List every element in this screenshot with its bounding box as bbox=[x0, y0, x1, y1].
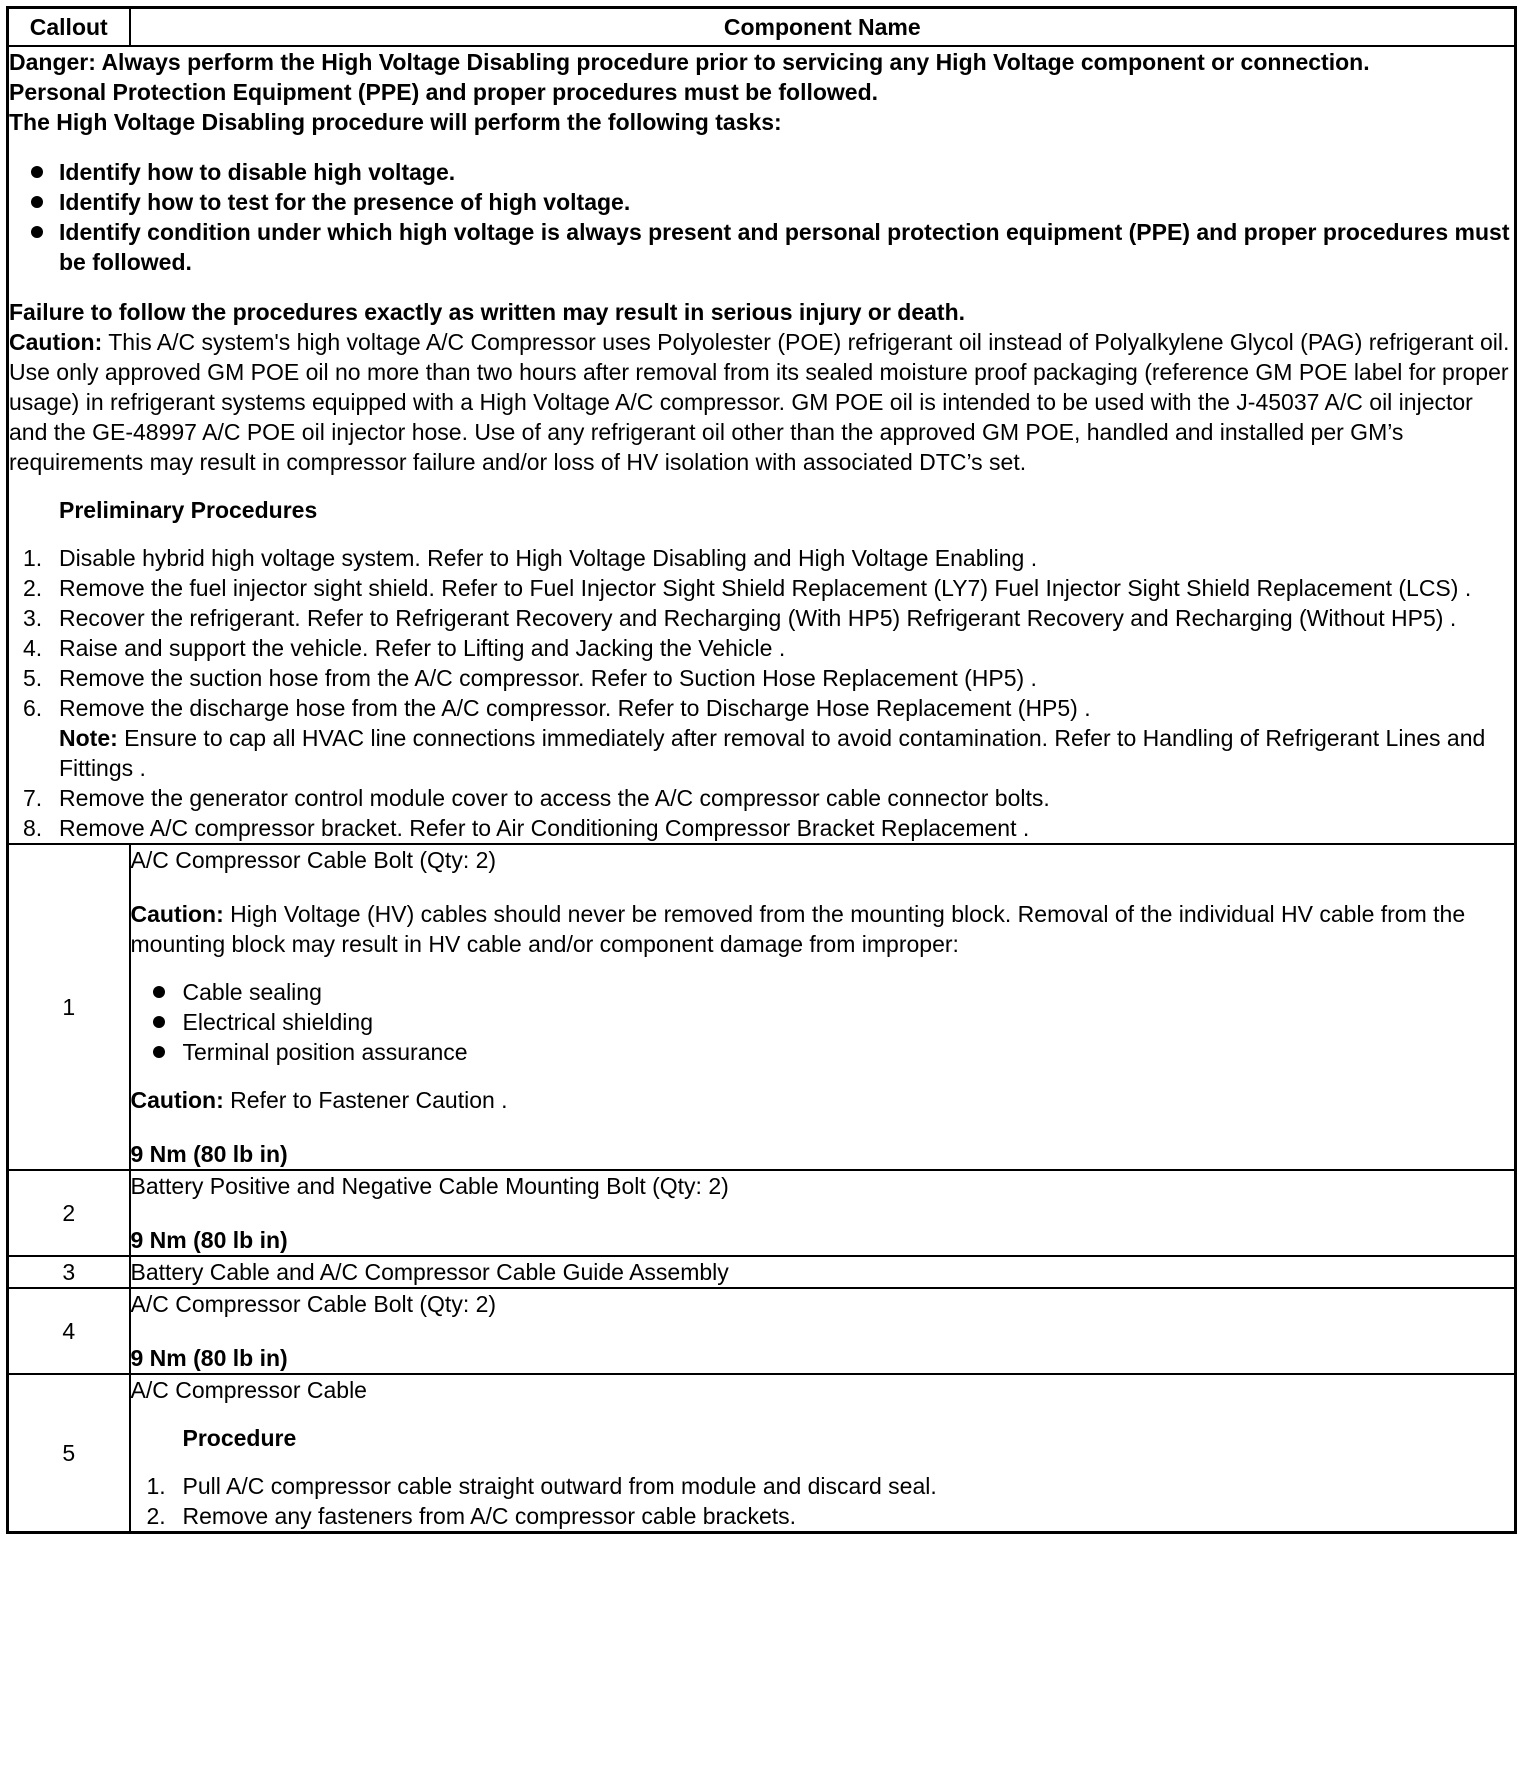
component-cell bbox=[130, 1256, 1516, 1288]
step-text: Raise and support the vehicle. Refer to Lifting and Jacking the Vehicle . bbox=[59, 635, 786, 661]
callout-number: 4 bbox=[8, 1288, 130, 1374]
caution-text: Refer to Fastener Caution . bbox=[223, 1087, 508, 1113]
torque-spec: 9 Nm (80 lb in) bbox=[130, 1141, 288, 1167]
table-row bbox=[8, 1288, 1516, 1374]
step-text: Remove A/C compressor bracket. Refer to Air Conditioning Compressor Bracket Replacement . bbox=[59, 815, 1030, 841]
danger-line: Danger: Always perform the High Voltage Disabling procedure prior to servicing any High Voltage component or connection. bbox=[9, 49, 1370, 75]
caution-label: Caution: bbox=[130, 1087, 224, 1113]
task-item: Identify how to test for the presence of high voltage. bbox=[9, 187, 1514, 217]
task-item: Identify how to disable high voltage. bbox=[9, 157, 1514, 187]
component-name: Battery Cable and A/C Compressor Cable Guide Assembly bbox=[130, 1259, 729, 1285]
fastener-caution bbox=[131, 1085, 1515, 1115]
step-text: Remove the generator control module cover to access the A/C compressor cable connector bolts. bbox=[59, 785, 1050, 811]
step-number: 3. bbox=[23, 605, 43, 631]
callout-number: 1 bbox=[8, 844, 130, 1170]
header-row bbox=[8, 8, 1516, 47]
step-number: 8. bbox=[23, 815, 43, 841]
step-item bbox=[9, 603, 1514, 633]
step-text: Remove any fasteners from A/C compressor cable brackets. bbox=[182, 1503, 797, 1529]
table-row bbox=[8, 844, 1516, 1170]
failure-warning: Failure to follow the procedures exactly as written may result in serious injury or death. bbox=[9, 299, 966, 325]
task-list bbox=[9, 157, 1514, 277]
table-row bbox=[8, 1374, 1516, 1533]
step-item bbox=[9, 693, 1514, 783]
list-item: Terminal position assurance bbox=[131, 1037, 1515, 1067]
step-item bbox=[9, 783, 1514, 813]
step-number: 4. bbox=[23, 635, 43, 661]
note-label: Note: bbox=[59, 725, 118, 751]
preliminary-procedures-title: Preliminary Procedures bbox=[59, 497, 318, 523]
callout-number: 5 bbox=[8, 1374, 130, 1533]
step-number: 7. bbox=[23, 785, 43, 811]
step-item bbox=[9, 663, 1514, 693]
ppe-line: Personal Protection Equipment (PPE) and proper procedures must be followed. bbox=[9, 79, 879, 105]
caution-text: This A/C system's high voltage A/C Compressor uses Polyolester (POE) refrigerant oil instead of Polyalkylene Glycol (PAG) refrigerant oil. Use only approved GM POE oil no more than two hours after removal from its sealed moisture proof packaging (reference GM POE label for proper usage) in refrigerant systems equipped with a High Voltage A/C compressor. GM POE oil is intended to be used with the J-45037 A/C oil injector and the GE-48997 A/C POE oil injector hose. Use of any refrigerant oil other than the approved GM POE, handled and installed per GM’s requirements may result in compressor failure and/or loss of HV isolation with associated DTC’s set. bbox=[9, 329, 1510, 475]
caution-label: Caution: bbox=[9, 329, 103, 355]
procedure-title: Procedure bbox=[182, 1425, 297, 1451]
step-item bbox=[9, 633, 1514, 663]
task-item: Identify condition under which high voltage is always present and personal protection equipment (PPE) and proper procedures must be followed. bbox=[9, 217, 1514, 277]
step-item bbox=[9, 813, 1514, 843]
torque-spec: 9 Nm (80 lb in) bbox=[130, 1345, 288, 1371]
component-name: A/C Compressor Cable Bolt (Qty: 2) bbox=[130, 1291, 497, 1317]
note-text: Ensure to cap all HVAC line connections immediately after removal to avoid contamination. Refer to Handling of Refrigerant Lines and Fittings . bbox=[59, 725, 1486, 781]
step-item bbox=[9, 573, 1514, 603]
tasks-intro-line: The High Voltage Disabling procedure will perform the following tasks: bbox=[9, 109, 782, 135]
component-name: Battery Positive and Negative Cable Mounting Bolt (Qty: 2) bbox=[130, 1173, 729, 1199]
list-item: Electrical shielding bbox=[131, 1007, 1515, 1037]
step-number: 5. bbox=[23, 665, 43, 691]
table-row bbox=[8, 1170, 1516, 1256]
component-cell bbox=[130, 1374, 1516, 1533]
step-number: 1. bbox=[23, 545, 43, 571]
step-text: Recover the refrigerant. Refer to Refrigerant Recovery and Recharging (With HP5) Refrigerant Recovery and Recharging (Without HP5) . bbox=[59, 605, 1457, 631]
step-number: 1. bbox=[146, 1473, 166, 1499]
preface-row bbox=[8, 46, 1516, 844]
caution-label: Caution: bbox=[130, 901, 224, 927]
step-item bbox=[131, 1471, 1515, 1501]
service-procedure-sheet bbox=[6, 6, 1514, 1776]
component-cell bbox=[130, 844, 1516, 1170]
component-cell bbox=[130, 1170, 1516, 1256]
step-item bbox=[9, 543, 1514, 573]
component-table bbox=[6, 6, 1517, 1534]
step-item bbox=[131, 1501, 1515, 1531]
step-number: 2. bbox=[146, 1503, 166, 1529]
step-text: Pull A/C compressor cable straight outward from module and discard seal. bbox=[182, 1473, 937, 1499]
component-cell bbox=[130, 1288, 1516, 1374]
damage-cause-list bbox=[131, 977, 1515, 1067]
caution-text: High Voltage (HV) cables should never be removed from the mounting block. Removal of the individual HV cable from the mounting block may result in HV cable and/or component damage from improper: bbox=[130, 901, 1466, 957]
step-text: Disable hybrid high voltage system. Refer to High Voltage Disabling and High Voltage Enabling . bbox=[59, 545, 1038, 571]
callout-number: 2 bbox=[8, 1170, 130, 1256]
component-name: A/C Compressor Cable bbox=[130, 1377, 367, 1403]
step-text: Remove the fuel injector sight shield. Refer to Fuel Injector Sight Shield Replacement (LY7) Fuel Injector Sight Shield Replacement (LCS) . bbox=[59, 575, 1472, 601]
list-item: Cable sealing bbox=[131, 977, 1515, 1007]
step-number: 6. bbox=[23, 695, 43, 721]
callout-number: 3 bbox=[8, 1256, 130, 1288]
component-name: A/C Compressor Cable Bolt (Qty: 2) bbox=[130, 847, 497, 873]
step-text: Remove the discharge hose from the A/C compressor. Refer to Discharge Hose Replacement (HP5) . bbox=[59, 695, 1091, 721]
preliminary-steps-list bbox=[9, 543, 1514, 843]
torque-spec: 9 Nm (80 lb in) bbox=[130, 1227, 288, 1253]
preface-cell bbox=[8, 46, 1516, 844]
component-name-column-header: Component Name bbox=[130, 8, 1516, 47]
procedure-steps-list bbox=[131, 1471, 1515, 1531]
table-row bbox=[8, 1256, 1516, 1288]
oil-caution bbox=[9, 327, 1514, 477]
step-number: 2. bbox=[23, 575, 43, 601]
step-text: Remove the suction hose from the A/C compressor. Refer to Suction Hose Replacement (HP5) . bbox=[59, 665, 1037, 691]
callout-column-header: Callout bbox=[8, 8, 130, 47]
hv-cable-caution bbox=[131, 899, 1515, 959]
